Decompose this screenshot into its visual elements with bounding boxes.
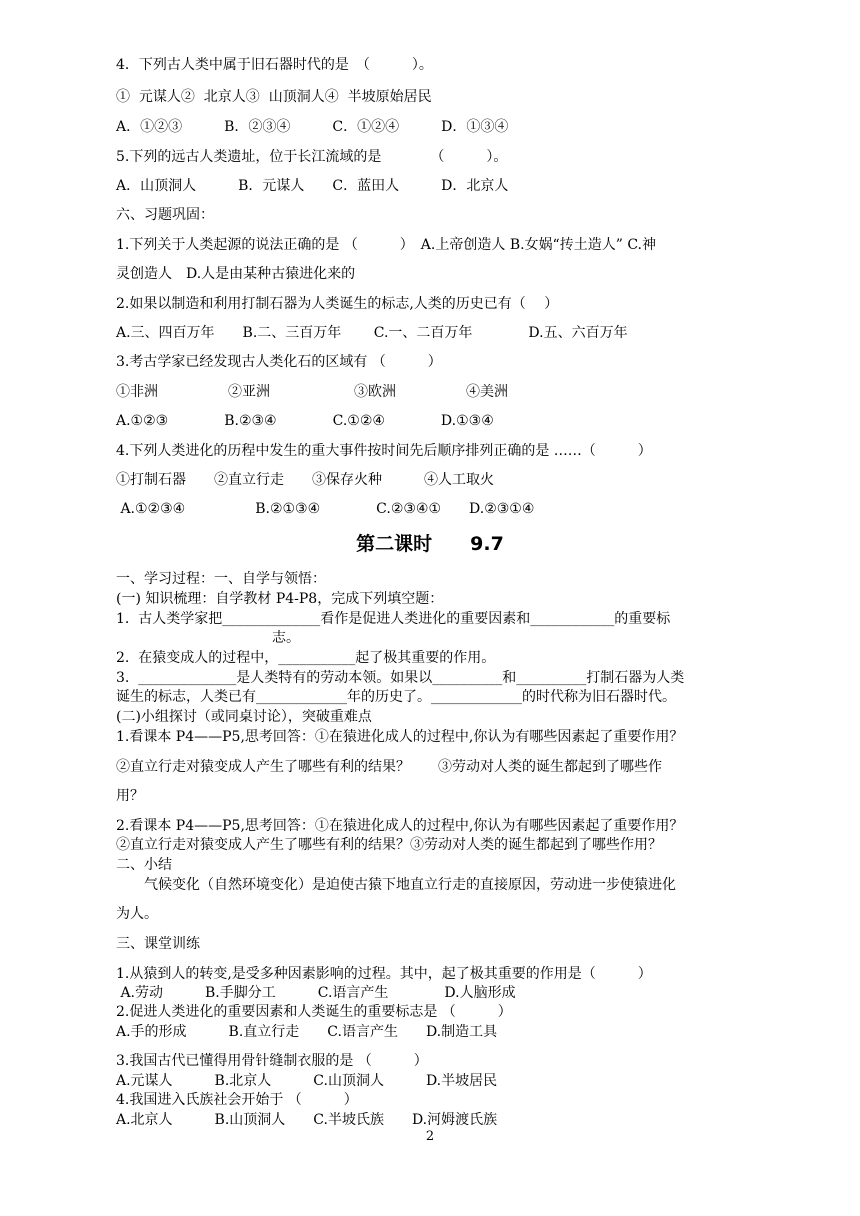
fill-blank-2: 2. 在猿变成人的过程中，___________起了极其重要的作用。 <box>116 650 496 666</box>
fill-blank-1a: 1. 古人类学家把______________看作是促进人类进化的重要因素和____________的重要标 <box>116 611 671 627</box>
exercise-q3-options: A.①②③ B.②③④ C.①②④ D.①③④ <box>116 413 494 429</box>
training-q4: 4.我国进入氏族社会开始于 （ ） <box>116 1092 358 1108</box>
question-4-options: A．①②③ B．②③④ C．①②④ D．①③④ <box>116 119 509 135</box>
exercise-q2-options: A.三、四百万年 B.二、三百万年 C.一、二百万年 D.五、六百万年 <box>116 325 628 341</box>
section-title: 第二课时 9.7 <box>356 533 504 555</box>
exercise-q1-line2: 灵创造人 D.人是由某种古猿进化来的 <box>116 266 356 282</box>
question-4-items: ① 元谋人② 北京人③ 山顶洞人④ 半坡原始居民 <box>116 89 432 105</box>
discussion-1a: 1.看课本 P4——P5,思考回答：①在猿进化成人的过程中,你认为有哪些因素起了重要作用？ <box>116 729 684 745</box>
exercise-heading: 六、习题巩固： <box>116 207 214 223</box>
training-q2-options: A.手的形成 B.直立行走 C.语言产生 D.制造工具 <box>116 1024 498 1040</box>
exercise-q3: 3.考古学家已经发现古人类化石的区域有 （ ） <box>116 354 442 370</box>
training-q2: 2.促进人类进化的重要因素和人类诞生的重要标志是 （ ） <box>116 1004 512 1020</box>
exercise-q4: 4.下列人类进化的历程中发生的重大事件按时间先后顺序排列正确的是 ……（ ） <box>116 443 652 459</box>
training-q3: 3.我国古代已懂得用骨针缝制衣服的是 （ ） <box>116 1053 428 1069</box>
fill-blank-3b: 诞生的标志，人类已有_____________年的历史了。_____________的时代称为旧石器时代。 <box>116 689 676 705</box>
discussion-2b: ②直立行走对猿变成人产生了哪些有利的结果？③劳动对人类的诞生都起到了哪些作用？ <box>116 837 662 853</box>
summary-heading: 二、小结 <box>116 857 172 873</box>
training-q4-options: A.北京人 B.山顶洞人 C.半坡氏族 D.河姆渡氏族 <box>116 1112 498 1128</box>
summary-line2: 为人。 <box>116 906 158 922</box>
exercise-q1-line1: 1.下列关于人类起源的说法正确的是 （ ） A.上帝创造人 B.女娲“抟土造人” C.神 <box>116 237 656 253</box>
question-4: 4．下列古人类中属于旧石器时代的是 （ ）。 <box>116 57 433 73</box>
exercise-q4-items: ①打制石器 ②直立行走 ③保存火种 ④人工取火 <box>116 472 494 488</box>
discussion-1c: 用？ <box>116 788 144 804</box>
training-q3-options: A.元谋人 B.北京人 C.山顶洞人 D.半坡居民 <box>116 1073 498 1089</box>
training-heading: 三、课堂训练 <box>116 936 200 952</box>
question-5-options: A．山顶洞人 B．元谋人 C．蓝田人 D．北京人 <box>116 178 509 194</box>
fill-blank-1b: 志。 <box>272 630 300 646</box>
exercise-q4-options: A.①②③④ B.②①③④ C.②③④① D.②③①④ <box>116 501 535 517</box>
training-q1-options: A.劳动 B.手脚分工 C.语言产生 D.人脑形成 <box>116 985 516 1001</box>
summary-line1: 气候变化（自然环境变化）是迫使古猿下地直立行走的直接原因，劳动进一步使猿进化 <box>144 877 676 893</box>
exercise-q2: 2.如果以制造和利用打制石器为人类诞生的标志,人类的历史已有（ ） <box>116 296 559 312</box>
discussion-2a: 2.看课本 P4——P5,思考回答：①在猿进化成人的过程中,你认为有哪些因素起了重要作用？ <box>116 818 684 834</box>
group-discussion: (二)小组探讨（或同桌讨论），突破重难点 <box>116 709 372 725</box>
question-5: 5.下列的远古人类遗址，位于长江流域的是 （ ）。 <box>116 149 508 165</box>
exercise-q3-items: ①非洲 ②亚洲 ③欧洲 ④美洲 <box>116 384 508 400</box>
page-number: 2 <box>425 1129 435 1144</box>
knowledge-sort: (一) 知识梳理：自学教材 P4-P8，完成下列填空题： <box>116 591 444 607</box>
training-q1: 1.从猿到人的转变,是受多种因素影响的过程。其中，起了极其重要的作用是（ ） <box>116 966 652 982</box>
fill-blank-3a: 3. ______________是人类特有的劳动本领。如果以__________和__________打制石器为人类 <box>116 670 685 686</box>
learning-process-heading: 一、学习过程：一、自学与领悟： <box>116 571 326 587</box>
discussion-1b: ②直立行走对猿变成人产生了哪些有利的结果？ ③劳动对人类的诞生都起到了哪些作 <box>116 759 662 775</box>
